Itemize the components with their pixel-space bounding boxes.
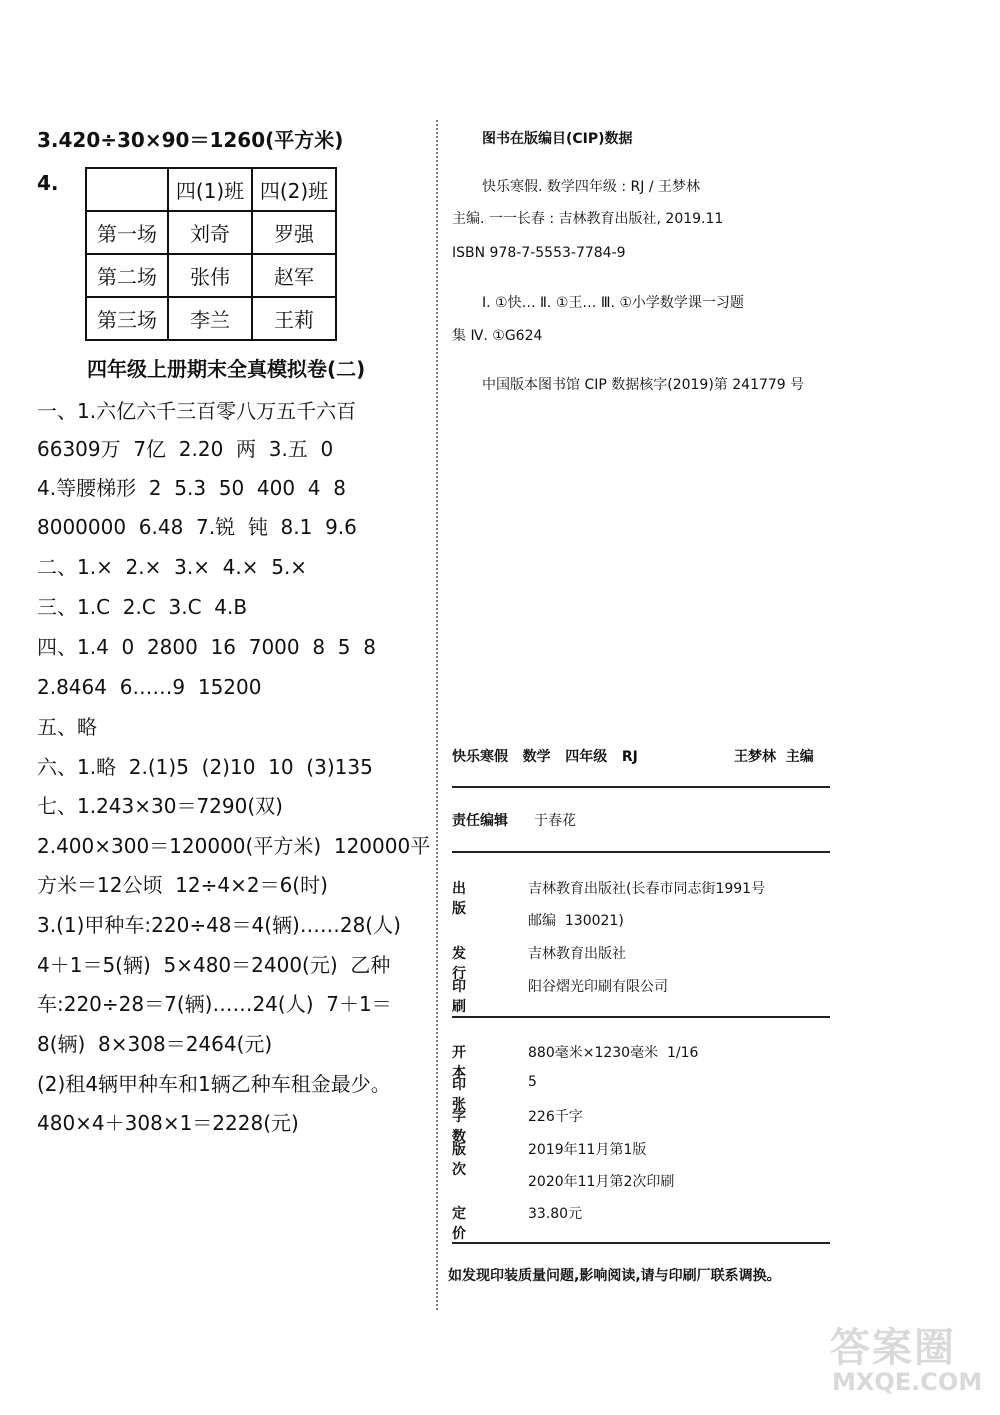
watermark-url: MXQE.COM <box>832 1368 983 1396</box>
answer-line: 66309万 7亿 2.20 两 3.五 0 <box>37 437 334 461</box>
answer-line: 2.8464 6……9 15200 <box>37 675 262 699</box>
table-cell: 第二场 <box>86 254 168 297</box>
price-value: 33.80元 <box>528 1206 583 1222</box>
cip-number-line: 中国版本图书馆 CIP 数据核字(2019)第 241779 号 <box>482 377 805 393</box>
divider-line <box>452 786 830 788</box>
print-label: 印刷 <box>452 979 492 1015</box>
answer-line: 二、1.× 2.× 3.× 4.× 5.× <box>37 555 308 579</box>
table-row <box>86 211 336 254</box>
table-row <box>86 297 336 340</box>
distribute-label: 发行 <box>452 946 492 982</box>
table-cell: 四(1)班 <box>168 168 252 211</box>
table-header-row <box>86 168 336 211</box>
answer-line: 七、1.243×30＝7290(双) <box>37 794 283 818</box>
answer-line: 方米＝12公顷 12÷4×2＝6(时) <box>37 873 328 897</box>
table-cell: 第一场 <box>86 211 168 254</box>
price-label: 定价 <box>452 1206 492 1242</box>
cip-line: Ⅰ. ①快… Ⅱ. ①王… Ⅲ. ①小学数学课一习题 <box>482 295 744 311</box>
responsible-editor-label: 责任编辑 <box>452 813 508 829</box>
table-cell: 四(2)班 <box>252 168 336 211</box>
cip-line: 快乐寒假. 数学四年级 : RJ / 王梦林 <box>482 179 700 195</box>
answer-line: (2)租4辆甲种车和1辆乙种车租金最少。 <box>37 1072 391 1096</box>
divider-line <box>452 1242 830 1244</box>
distribute-value: 吉林教育出版社 <box>528 946 626 962</box>
editor-in-chief: 王梦林 主编 <box>734 749 814 765</box>
watermark-logo-text: 答案圈 <box>830 1325 956 1371</box>
answer-line-q3: 3.420÷30×90＝1260(平方米) <box>37 128 344 152</box>
divider-line <box>452 1016 830 1018</box>
cip-line: 集 Ⅳ. ①G624 <box>452 328 543 344</box>
table-cell: 第三场 <box>86 297 168 340</box>
table-cell: 李兰 <box>168 297 252 340</box>
printing-value: 2020年11月第2次印刷 <box>528 1174 675 1190</box>
answer-line: 车:220÷28＝7(辆)……24(人) 7＋1＝ <box>37 992 392 1016</box>
answer-line: 一、1.六亿六千三百零八万五千六百 <box>37 399 357 423</box>
answer-line: 4＋1＝5(辆) 5×480＝2400(元) 乙种 <box>37 953 391 977</box>
column-divider <box>436 120 438 1310</box>
format-value: 880毫米×1230毫米 1/16 <box>528 1045 699 1061</box>
answer-line: 三、1.C 2.C 3.C 4.B <box>37 595 248 619</box>
answer-line: 五、略 <box>37 715 97 739</box>
print-quality-notice: 如发现印装质量问题,影响阅读,请与印刷厂联系调换。 <box>448 1268 781 1284</box>
answer-line: 2.400×300＝120000(平方米) 120000平 <box>37 834 431 858</box>
answer-line: 480×4＋308×1＝2228(元) <box>37 1111 299 1135</box>
answer-line: 四、1.4 0 2800 16 7000 8 5 8 <box>37 635 376 659</box>
edition-value: 2019年11月第1版 <box>528 1142 647 1158</box>
table-cell: 赵军 <box>252 254 336 297</box>
word-count-value: 226千字 <box>528 1109 583 1125</box>
site-watermark <box>822 1316 992 1406</box>
table-cell <box>86 168 168 211</box>
table-row <box>86 254 336 297</box>
format-label: 开本 <box>452 1045 492 1081</box>
word-count-label: 字数 <box>452 1109 492 1145</box>
table-cell: 张伟 <box>168 254 252 297</box>
publish-label: 出版 <box>452 881 492 917</box>
table-cell: 罗强 <box>252 211 336 254</box>
postcode-value: 邮编 130021) <box>528 913 624 929</box>
table-cell: 王莉 <box>252 297 336 340</box>
sheets-value: 5 <box>528 1074 537 1090</box>
table-cell: 刘奇 <box>168 211 252 254</box>
divider-line <box>452 851 830 853</box>
section-title: 四年级上册期末全真模拟卷(二) <box>87 357 366 381</box>
print-value: 阳谷熠光印刷有限公司 <box>528 979 668 995</box>
publish-value: 吉林教育出版社(长春市同志街1991号 <box>528 881 766 897</box>
isbn-line: ISBN 978-7-5553-7784-9 <box>452 245 626 261</box>
cip-line: 主编. 一一长春 : 吉林教育出版社, 2019.11 <box>452 211 724 227</box>
answer-line: 六、1.略 2.(1)5 (2)10 10 (3)135 <box>37 755 373 779</box>
cip-title: 图书在版编目(CIP)数据 <box>482 131 633 147</box>
match-table <box>85 167 337 341</box>
answer-line-q4-label: 4. <box>37 171 59 195</box>
book-title: 快乐寒假 数学 四年级 RJ <box>452 749 638 765</box>
answer-line: 3.(1)甲种车:220÷48＝4(辆)……28(人) <box>37 913 401 937</box>
edition-label: 版次 <box>452 1142 492 1178</box>
answer-line: 8(辆) 8×308＝2464(元) <box>37 1032 273 1056</box>
answer-line: 4.等腰梯形 2 5.3 50 400 4 8 <box>37 476 346 500</box>
sheets-label: 印张 <box>452 1077 492 1113</box>
answer-line: 8000000 6.48 7.锐 钝 8.1 9.6 <box>37 515 357 539</box>
responsible-editor: 于春花 <box>534 813 576 829</box>
